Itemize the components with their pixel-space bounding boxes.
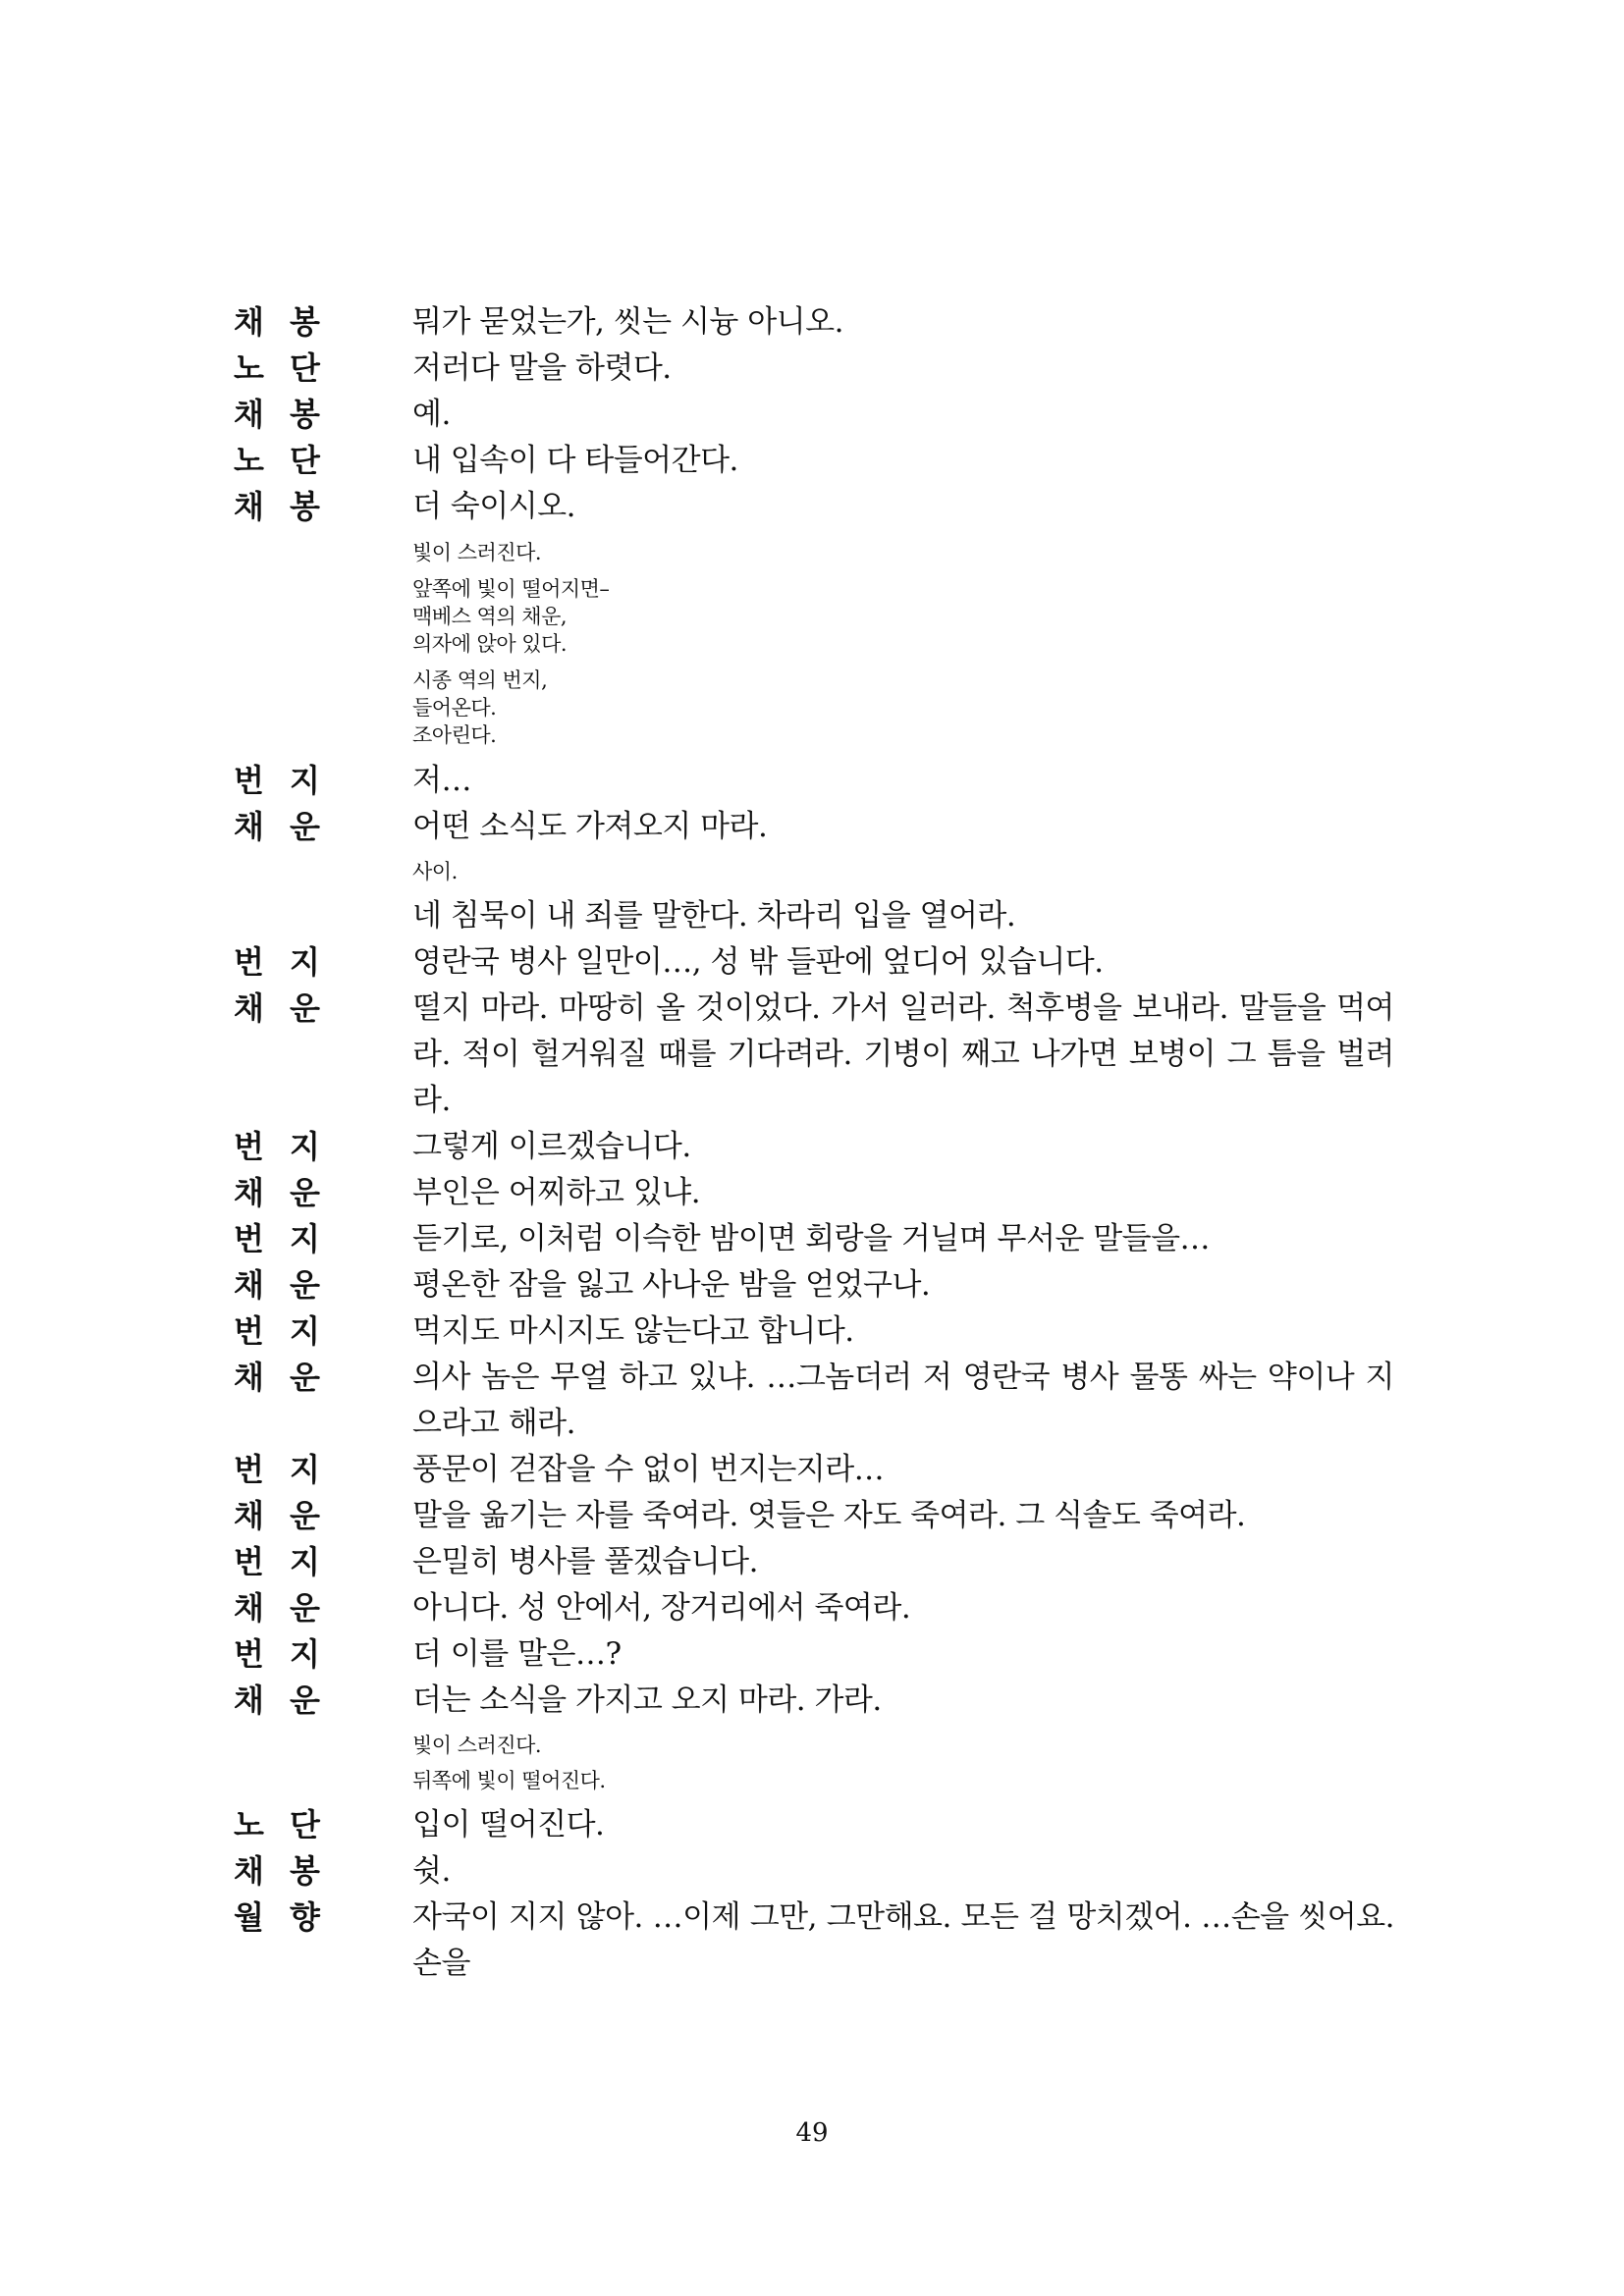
speaker-char-2: 운: [290, 1497, 320, 1534]
speaker-char-1: 번: [234, 943, 264, 981]
dialogue-text: 더 이를 말은…?: [412, 1636, 622, 1672]
dialogue-line: [234, 758, 1412, 804]
speaker-char-1: 번: [234, 1451, 264, 1488]
speaker-name: [234, 484, 412, 530]
dialogue-line: [234, 1216, 1412, 1262]
stage-direction: [412, 667, 1412, 749]
stage-direction: [412, 1732, 1412, 1759]
speaker-char-2: 지: [290, 1635, 320, 1673]
speaker-char-2: 단: [290, 349, 320, 387]
speaker-char-2: 지: [290, 1312, 320, 1350]
speaker-name: [234, 346, 412, 392]
dialogue-line: [234, 1631, 1412, 1678]
dialogue-text: 예.: [412, 397, 451, 432]
speaker-char-2: 단: [290, 1806, 320, 1843]
speaker-char-2: 운: [290, 1174, 320, 1211]
speaker-name: [234, 1216, 412, 1262]
speaker-name: [234, 1308, 412, 1355]
speaker-name: [234, 986, 412, 1032]
dialogue-line: [234, 1262, 1412, 1308]
dialogue-text: 내 입속이 다 타들어간다.: [412, 443, 738, 478]
dialogue-line: [234, 346, 1412, 392]
stage-direction: [412, 858, 1412, 885]
dialogue-text: 풍문이 걷잡을 수 없이 번지는지라…: [412, 1452, 885, 1487]
dialogue-text: 부인은 어찌하고 있냐.: [412, 1175, 701, 1210]
speaker-char-2: 봉: [290, 1852, 320, 1890]
speaker-char-2: 지: [290, 1543, 320, 1580]
dialogue-line: [234, 1895, 1412, 1987]
speaker-char-1: 월: [234, 1898, 264, 1936]
speaker-name: [234, 392, 412, 438]
speaker-name: [234, 939, 412, 986]
speaker-char-2: 지: [290, 1451, 320, 1488]
stage-direction: [412, 539, 1412, 566]
speaker-char-1: 채: [234, 1359, 264, 1396]
speaker-name: [234, 1631, 412, 1678]
speaker-char-2: 지: [290, 943, 320, 981]
speaker-name: [234, 1539, 412, 1585]
dialogue-text: 더 숙이시오.: [412, 489, 575, 524]
speaker-char-1: 채: [234, 1497, 264, 1534]
dialogue-line: [234, 1539, 1412, 1585]
dialogue-line: [234, 1170, 1412, 1216]
dialogue-line: [234, 893, 1412, 939]
dialogue-line: [234, 299, 1412, 346]
stage-direction-line: 의자에 앉아 있다.: [412, 632, 568, 656]
speaker-char-1: 번: [234, 1128, 264, 1165]
speaker-name: [234, 438, 412, 484]
stage-direction-line: 시종 역의 번지,: [412, 668, 548, 692]
speaker-char-1: 번: [234, 1543, 264, 1580]
stage-direction-line: 들어온다.: [412, 696, 497, 720]
speaker-char-2: 운: [290, 1359, 320, 1396]
speaker-char-1: 노: [234, 1806, 264, 1843]
dialogue-line: [234, 1447, 1412, 1493]
dialogue-text: 먹지도 마시지도 않는다고 합니다.: [412, 1313, 854, 1349]
speaker-char-1: 채: [234, 1266, 264, 1304]
speaker-char-1: 채: [234, 1589, 264, 1627]
speaker-char-1: 번: [234, 1312, 264, 1350]
dialogue-line: [234, 1848, 1412, 1895]
dialogue-line: [234, 1355, 1412, 1447]
dialogue-text: 의사 놈은 무얼 하고 있냐. …그놈더러 저 영란국 병사 물똥 싸는 약이나 지으라고 해라.: [412, 1360, 1394, 1441]
speaker-char-1: 채: [234, 1852, 264, 1890]
dialogue-text: 쉿.: [412, 1853, 451, 1889]
stage-direction: [412, 1767, 1412, 1794]
dialogue-text: 뭐가 묻었는가, 씻는 시늉 아니오.: [412, 304, 843, 340]
dialogue-text: 말을 옮기는 자를 죽여라. 엿들은 자도 죽여라. 그 식솔도 죽여라.: [412, 1498, 1246, 1533]
dialogue-line: [234, 986, 1412, 1124]
speaker-name: [234, 1895, 412, 1941]
dialogue-line: [234, 804, 1412, 850]
dialogue-text: 자국이 지지 않아. …이제 그만, 그만해요. 모든 걸 망치겠어. …손을 씻어요. 손을: [412, 1899, 1394, 1981]
speaker-name: [234, 299, 412, 346]
speaker-name: [234, 1848, 412, 1895]
speaker-char-2: 운: [290, 1589, 320, 1627]
dialogue-text: 듣기로, 이처럼 이슥한 밤이면 회랑을 거닐며 무서운 말들을…: [412, 1221, 1211, 1256]
dialogue-line: [234, 1493, 1412, 1539]
dialogue-text: 어떤 소식도 가져오지 마라.: [412, 809, 768, 844]
speaker-char-1: 번: [234, 1635, 264, 1673]
speaker-char-1: 채: [234, 396, 264, 433]
dialogue-text: 입이 떨어진다.: [412, 1807, 605, 1842]
speaker-name: [234, 1124, 412, 1170]
dialogue-line: [234, 438, 1412, 484]
speaker-char-1: 채: [234, 808, 264, 845]
speaker-name: [234, 1493, 412, 1539]
dialogue-text: 평온한 잠을 잃고 사나운 밤을 얻었구나.: [412, 1267, 931, 1303]
speaker-char-1: 번: [234, 1220, 264, 1257]
speaker-char-2: 운: [290, 1266, 320, 1304]
speaker-char-1: 채: [234, 488, 264, 525]
dialogue-line: [234, 392, 1412, 438]
script-body: [234, 299, 1412, 1987]
stage-direction: [412, 575, 1412, 658]
speaker-name: [234, 1355, 412, 1401]
page-number: 49: [795, 2118, 829, 2148]
dialogue-line: [234, 939, 1412, 986]
dialogue-line: [234, 1802, 1412, 1848]
dialogue-line: [234, 1308, 1412, 1355]
speaker-char-1: 채: [234, 303, 264, 341]
speaker-char-2: 운: [290, 1682, 320, 1719]
speaker-char-2: 운: [290, 989, 320, 1027]
dialogue-line: [234, 1124, 1412, 1170]
stage-direction-line: 뒤쪽에 빛이 떨어진다.: [412, 1769, 606, 1792]
dialogue-text: 저러다 말을 하렷다.: [412, 350, 672, 386]
stage-direction-line: 앞쪽에 빛이 떨어지면–: [412, 577, 610, 601]
speaker-char-2: 지: [290, 762, 320, 799]
speaker-char-2: 봉: [290, 488, 320, 525]
stage-direction-line: 맥베스 역의 채운,: [412, 605, 568, 628]
speaker-name: [234, 804, 412, 850]
speaker-char-1: 번: [234, 762, 264, 799]
speaker-char-1: 채: [234, 1682, 264, 1719]
speaker-name: [234, 1585, 412, 1631]
speaker-name: [234, 758, 412, 804]
speaker-char-2: 봉: [290, 303, 320, 341]
speaker-char-2: 운: [290, 808, 320, 845]
speaker-char-1: 노: [234, 442, 264, 479]
speaker-name: [234, 1170, 412, 1216]
dialogue-line: [234, 1678, 1412, 1724]
speaker-char-2: 단: [290, 442, 320, 479]
dialogue-text: 떨지 마라. 마땅히 올 것이었다. 가서 일러라. 척후병을 보내라. 말들을 먹여라. 적이 헐거워질 때를 기다려라. 기병이 째고 나가면 보병이 그 틈을 벌려라.: [412, 990, 1394, 1118]
speaker-name: [234, 1802, 412, 1848]
speaker-name: [234, 1262, 412, 1308]
dialogue-text: 아니다. 성 안에서, 장거리에서 죽여라.: [412, 1590, 911, 1626]
speaker-char-1: 채: [234, 1174, 264, 1211]
dialogue-line: [234, 1585, 1412, 1631]
stage-direction-line: 조아린다.: [412, 723, 497, 747]
speaker-char-1: 채: [234, 989, 264, 1027]
dialogue-text: 영란국 병사 일만이…, 성 밖 들판에 엎디어 있습니다.: [412, 944, 1104, 980]
speaker-char-2: 지: [290, 1128, 320, 1165]
stage-direction-line: 빛이 스러진다.: [412, 541, 542, 564]
speaker-char-2: 봉: [290, 396, 320, 433]
dialogue-line: [234, 484, 1412, 530]
speaker-char-1: 노: [234, 349, 264, 387]
dialogue-text: 은밀히 병사를 풀겠습니다.: [412, 1544, 758, 1579]
speaker-char-2: 지: [290, 1220, 320, 1257]
dialogue-text: 그렇게 이르겠습니다.: [412, 1129, 691, 1164]
speaker-name: [234, 1447, 412, 1493]
speaker-name: [234, 1678, 412, 1724]
stage-direction-line: 빛이 스러진다.: [412, 1734, 542, 1757]
speaker-char-2: 향: [290, 1898, 320, 1936]
dialogue-text: 저…: [412, 763, 471, 798]
stage-direction-line: 사이.: [412, 860, 458, 883]
dialogue-text: 더는 소식을 가지고 오지 마라. 가라.: [412, 1682, 882, 1718]
dialogue-text: 네 침묵이 내 죄를 말한다. 차라리 입을 열어라.: [412, 898, 1016, 934]
